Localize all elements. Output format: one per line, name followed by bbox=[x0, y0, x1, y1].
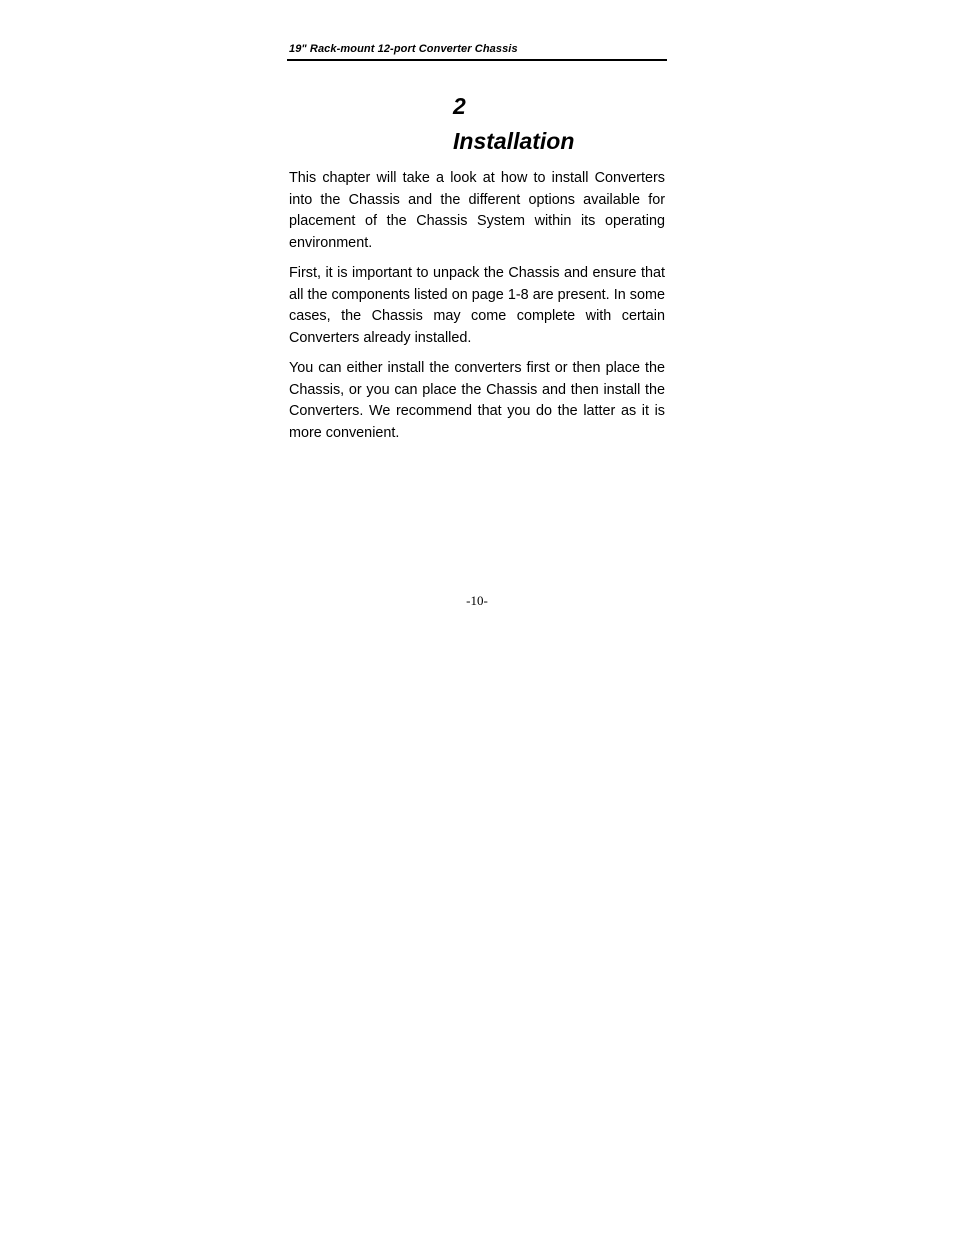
paragraph-install-order: You can either install the converters first or then place the Chassis, or you can place the Chassis and then install the Converters. We recommend that you do the latter as it is more convenient. bbox=[289, 360, 665, 441]
page-number: -10- bbox=[466, 593, 488, 608]
paragraph-intro: This chapter will take a look at how to install Converters into the Chassis and the different options available for placement of the Chassis System within its operating environment. bbox=[289, 170, 665, 251]
chapter-title: Installation bbox=[453, 128, 575, 154]
header-rule bbox=[287, 59, 667, 61]
paragraph-unpack: First, it is important to unpack the Chassis and ensure that all the components listed on page 1-8 are present. In some cases, the Chassis may come complete with certain Converters already installed. bbox=[289, 265, 665, 346]
chapter-number: 2 bbox=[453, 93, 466, 119]
running-header: 19" Rack-mount 12-port Converter Chassis bbox=[289, 43, 518, 55]
body-text bbox=[289, 168, 665, 453]
